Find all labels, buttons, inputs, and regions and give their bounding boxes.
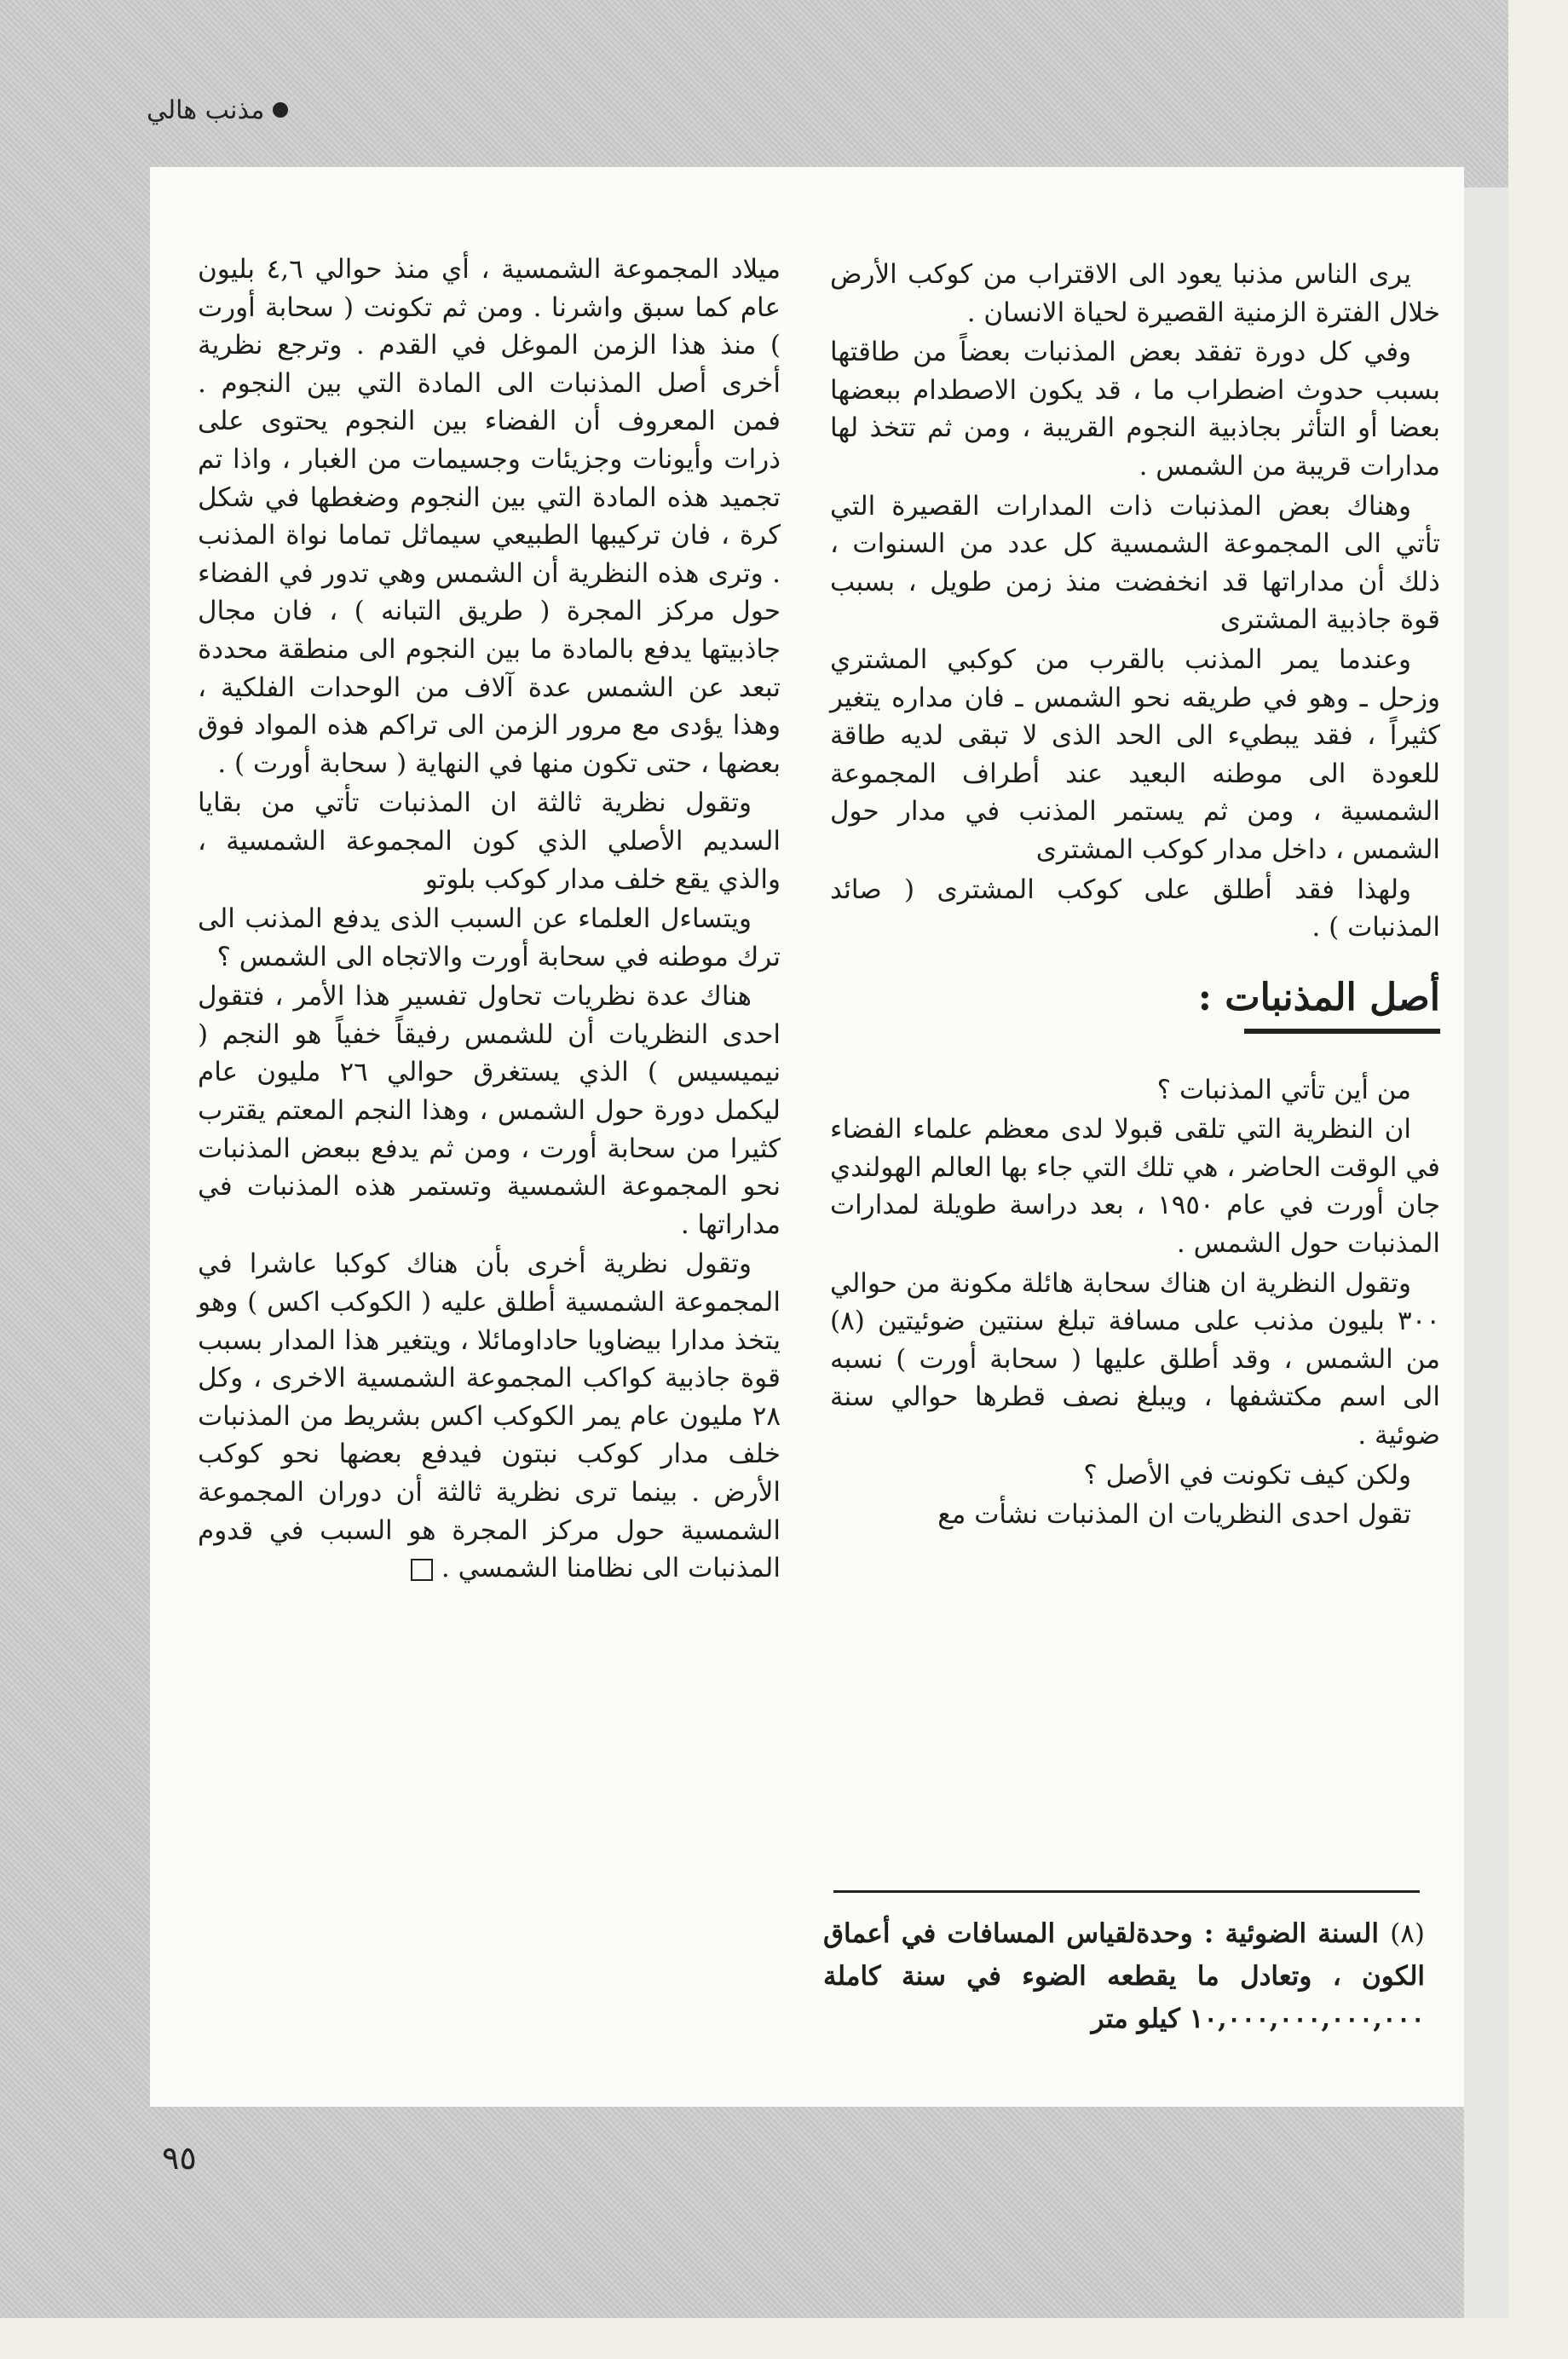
page-edge	[1464, 187, 1508, 2318]
footnote-text: السنة الضوئية : وحدةلقياس المسافات في أعماق الكون ، وتعادل ما يقطعه الضوء في سنة كاملة ١٠,٠٠٠,٠٠٠,٠٠٠,٠٠٠ كيلو متر	[823, 1918, 1425, 2034]
right-text-column	[830, 256, 1440, 1536]
footnote	[823, 1912, 1425, 2040]
bullet-icon	[273, 102, 288, 118]
paragraph: وتقول نظرية ثالثة ان المذنبات تأتي من بقايا السديم الأصلي الذي كون المجموعة الشمسية ، والذي يقع خلف مدار كوكب بلوتو	[198, 787, 781, 895]
paragraph: ولهذا فقد أطلق على كوكب المشترى ( صائد المذنبات ) .	[830, 874, 1440, 943]
paragraph-text: وتقول نظرية أخرى بأن هناك كوكبا عاشرا في المجموعة الشمسية أطلق عليه ( الكوكب اكس ) وهو يتخذ مدارا بيضاويا حاداومائلا ، ويتغير هذا المدار بسبب قوة جاذبية كواكب المجموعة الشمسية الاخرى ، وكل ٢٨ مليون عام يمر الكوكب اكس بشريط من المذنبات خلف مدار كوكب نبتون فيدفع بعضها نحو كوكب الأرض . بينما ترى نظرية ثالثة أن دوران المجموعة الشمسية حول مركز المجرة هو السبب في قدوم المذنبات الى نظامنا الشمسي .	[198, 1249, 781, 1584]
paragraph: وتقول النظرية ان هناك سحابة هائلة مكونة من حوالي ٣٠٠ بليون مذنب على مسافة تبلغ سنتين ضوئيتين (٨) من الشمس ، وقد أطلق عليها ( سحابة أورت ) نسبه الى اسم مكتشفها ، ويبلغ نصف قطرها حوالي سنة ضوئية .	[830, 1267, 1440, 1451]
footnote-divider	[833, 1890, 1420, 1893]
running-header	[147, 89, 288, 131]
paragraph: وعندما يمر المذنب بالقرب من كوكبي المشتري وزحل ـ وهو في طريقه نحو الشمس ـ فان مداره يتغير كثيراً ، فقد يبطيء الى الحد الذى لا تبقى لديه طاقة للعودة الى موطنه البعيد عند أطراف المجموعة الشمسية ، ومن ثم يستمر المذنب في مدار حول الشمس ، داخل مدار كوكب المشترى	[830, 643, 1440, 865]
paragraph: ويتساءل العلماء عن السبب الذى يدفع المذنب الى ترك موطنه في سحابة أورت والاتجاه الى الشمس ؟	[198, 903, 781, 972]
paragraph: من أين تأتي المذنبات ؟	[1156, 1074, 1411, 1105]
paragraph: وهناك بعض المذنبات ذات المدارات القصيرة التي تأتي الى المجموعة الشمسية كل عدد من السنوات ، ذلك أن مداراتها قد انخفضت منذ زمن طويل ، بسبب قوة جاذبية المشترى	[830, 490, 1440, 636]
paragraph: ان النظرية التي تلقى قبولا لدى معظم علماء الفضاء في الوقت الحاضر ، هي تلك التي جاء بها العالم الهولندي جان أورت في عام ١٩٥٠ ، بعد دراسة طويلة لمدارات المذنبات حول الشمس .	[830, 1114, 1440, 1260]
paragraph: ولكن كيف تكونت في الأصل ؟	[1083, 1459, 1411, 1491]
paragraph: هناك عدة نظريات تحاول تفسير هذا الأمر ، فتقول احدى النظريات أن للشمس رفيقاً خفياً هو النجم ( نيميسيس ) الذي يستغرق حوالي ٢٦ مليون عام ليكمل دورة حول الشمس ، وهذا النجم المعتم يقترب كثيرا من سحابة أورت ، ومن ثم يدفع ببعض المذنبات نحو المجموعة الشمسية وتستمر هذه المذنبات في مداراتها .	[198, 981, 781, 1240]
page-number: ٩٥	[162, 2139, 197, 2177]
end-of-article-icon	[411, 1559, 433, 1581]
paragraph: ميلاد المجموعة الشمسية ، أي منذ حوالي ٤,٦ بليون عام كما سبق واشرنا . ومن ثم تكونت ( سحابة أورت ) منذ هذا الزمن الموغل في القدم . وترجع نظرية أخرى أصل المذنبات الى المادة التي بين النجوم . فمن المعروف أن الفضاء بين النجوم يحتوى على ذرات وأيونات وجزيئات وجسيمات من الغبار ، واذا تم تجميد هذه المادة التي بين النجوم وضغطها في شكل كرة ، فان تركيبها الطبيعي سيماثل تماما نواة المذنب . وترى هذه النظرية أن الشمس وهي تدور في الفضاء حول مركز المجرة ( طريق التبانه ) ، فان مجال جاذبيتها يدفع بالمادة ما بين النجوم الى منطقة محددة تبعد عن الشمس عدة آلاف من الوحدات الفلكية ، وهذا يؤدى مع مرور الزمن الى تراكم هذه المواد فوق بعضها ، حتى تكون منها في النهاية ( سحابة أورت ) .	[198, 254, 781, 779]
header-title: مذنب هالي	[147, 95, 265, 125]
paragraph: تقول احدى النظريات ان المذنبات نشأت مع	[937, 1499, 1411, 1531]
paragraph: يرى الناس مذنبا يعود الى الاقتراب من كوكب الأرض خلال الفترة الزمنية القصيرة لحياة الانسان .	[830, 259, 1440, 328]
paragraph: وفي كل دورة تفقد بعض المذنبات بعضاً من طاقتها بسبب حدوث اضطراب ما ، قد يكون الاصطدام ببعضها بعضا أو التأثر بجاذبية النجوم القريبة ، ومن ثم تتخذ لها مدارات قريبة من الشمس .	[830, 337, 1440, 482]
heading-underline	[1244, 1029, 1440, 1034]
section-heading: أصل المذنبات :	[1197, 975, 1440, 1019]
paragraph	[198, 1245, 781, 1587]
footnote-marker: (٨)	[1390, 1918, 1425, 1949]
left-text-column	[198, 251, 781, 1589]
